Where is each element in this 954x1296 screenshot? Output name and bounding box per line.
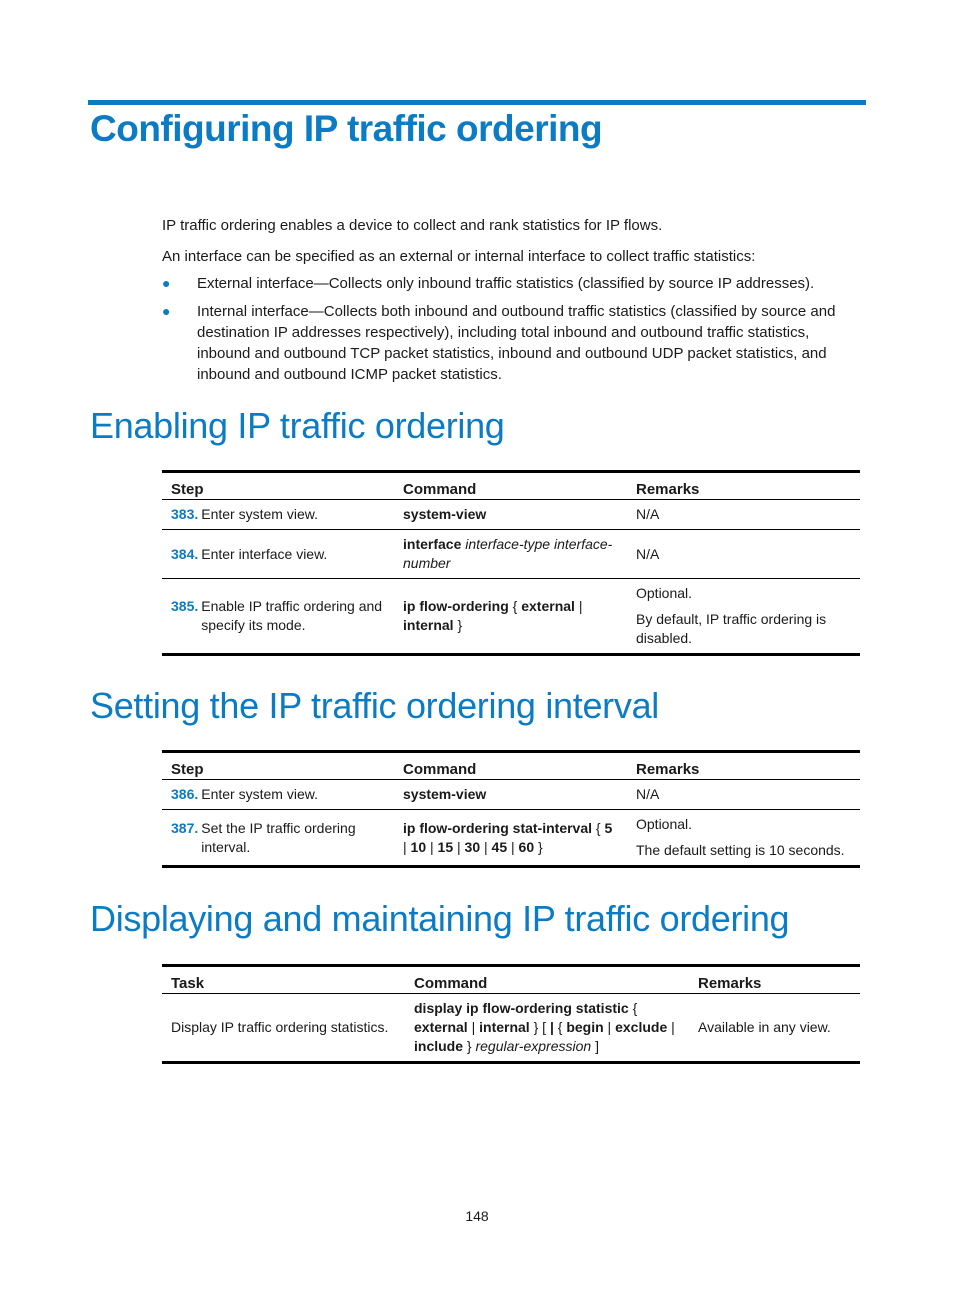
table-row (162, 579, 860, 655)
remarks-cell (627, 579, 860, 655)
command-keyword: ip flow-ordering stat-interval (403, 819, 593, 836)
page-number: 148 (465, 1208, 489, 1224)
remark-text: N/A (636, 786, 660, 802)
bullet-dot-icon: ● (162, 275, 171, 291)
header-remarks: Remarks (636, 481, 700, 498)
bullet-text: Internal interface—Collects both inbound and outbound traffic statistics (classified by source and destination IP addresses respectively), including total inbound and outbound traffic statistics, inbound and outbound TCP packet statistics, inbound and outbound UDP packet statistics, and inbound and outbound ICMP packet statistics. (197, 303, 836, 383)
command-keyword: display ip flow-ordering statistic (414, 1000, 629, 1016)
table-row (162, 530, 860, 579)
header-command: Command (414, 975, 488, 992)
command-cell: ip flow-ordering { external | internal } (403, 598, 583, 633)
command-option: internal (479, 1019, 530, 1035)
interval-steps-table (162, 750, 860, 868)
command-argument: interface-type interface-number (403, 536, 613, 571)
command-option: 30 (464, 838, 481, 855)
header-step: Step (171, 761, 204, 778)
table-header-row (162, 966, 860, 994)
command-option: external (521, 598, 575, 614)
remark-text: N/A (636, 545, 660, 562)
remarks-cell (689, 994, 860, 1063)
command-option: internal (403, 617, 454, 633)
step-description: Enter interface view. (201, 545, 328, 562)
chapter-rule (88, 100, 866, 105)
command-cell (394, 530, 627, 579)
command-option: 45 (491, 838, 508, 855)
table-row (162, 500, 860, 530)
step-cell (162, 500, 394, 530)
command-cell: display ip flow-ordering statistic { external | internal } [ | { begin | exclude | include } regular-expression ] (414, 1000, 675, 1054)
header-command: Command (403, 481, 477, 498)
command-option: 60 (518, 838, 535, 855)
step-description: Enable IP traffic ordering and specify its mode. (201, 598, 383, 633)
command-option: 5 (604, 819, 613, 836)
step-number: 385. (171, 598, 199, 614)
remark-text: The default setting is 10 seconds. (636, 842, 845, 858)
step-number: 383. (171, 506, 199, 522)
command-cell (394, 500, 627, 530)
remark-text: N/A (636, 506, 660, 522)
command-cell (394, 780, 627, 810)
remark-text: Available in any view. (698, 1019, 831, 1035)
command-option: begin (566, 1019, 604, 1035)
intro-paragraph-1: IP traffic ordering enables a device to collect and rank statistics for IP flows. (162, 217, 663, 234)
intro-paragraph-2: An interface can be specified as an external or internal interface to collect traffic statistics: (162, 248, 756, 265)
section-title-interval: Setting the IP traffic ordering interval (90, 685, 659, 726)
command-cell: ip flow-ordering stat-interval { 5 | 10 | 15 | 30 | 45 | 60 } (403, 819, 613, 855)
step-number: 386. (171, 786, 199, 802)
command-option: include (414, 1038, 464, 1054)
remark-text: Optional. (636, 816, 693, 832)
command-keyword: ip flow-ordering (403, 598, 509, 614)
table-row (162, 780, 860, 810)
remarks-cell (627, 810, 860, 867)
step-cell (162, 810, 394, 867)
command-argument: regular-expression (475, 1038, 592, 1054)
display-commands-table (162, 964, 860, 1064)
remarks-cell (627, 500, 860, 530)
command-option: 15 (437, 838, 454, 855)
header-remarks: Remarks (636, 761, 700, 778)
enable-steps-table (162, 470, 860, 656)
table-header-row (162, 752, 860, 780)
step-cell (162, 530, 394, 579)
step-number: 387. (171, 819, 199, 836)
table-row (162, 994, 860, 1063)
task-cell: Display IP traffic ordering statistics. (171, 1019, 389, 1035)
remarks-cell (627, 780, 860, 810)
header-task: Task (171, 975, 205, 992)
step-description: Enter system view. (201, 786, 318, 802)
header-command: Command (403, 761, 477, 778)
command-pipe: | (549, 1019, 554, 1035)
table-row (162, 810, 860, 867)
remarks-cell (627, 530, 860, 579)
command-keyword: system-view (403, 786, 487, 802)
step-description: Set the IP traffic ordering interval. (201, 819, 356, 855)
step-number: 384. (171, 545, 199, 562)
bullet-dot-icon: ● (162, 303, 171, 319)
header-remarks: Remarks (698, 975, 762, 992)
command-keyword: interface (403, 536, 462, 552)
remark-text: By default, IP traffic ordering is disabled. (636, 611, 827, 646)
command-option: external (414, 1019, 468, 1035)
step-description: Enter system view. (201, 506, 318, 522)
remark-text: Optional. (636, 585, 693, 601)
step-cell (162, 780, 394, 810)
bullet-text: External interface—Collects only inbound traffic statistics (classified by source IP addresses). (197, 275, 815, 292)
command-keyword: system-view (403, 506, 487, 522)
step-cell (162, 579, 394, 655)
command-option: 10 (410, 838, 427, 855)
header-step: Step (171, 481, 204, 498)
command-option: exclude (615, 1019, 668, 1035)
section-title-enabling: Enabling IP traffic ordering (90, 405, 505, 446)
table-header-row (162, 472, 860, 500)
chapter-title: Configuring IP traffic ordering (90, 108, 603, 149)
section-title-displaying: Displaying and maintaining IP traffic ordering (90, 898, 790, 939)
